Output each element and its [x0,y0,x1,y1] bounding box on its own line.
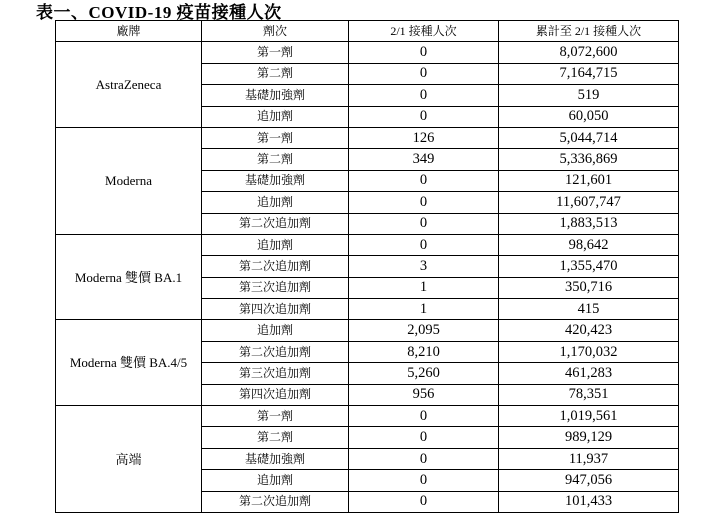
daily-count-cell: 3 [349,256,499,277]
daily-count-cell: 0 [349,448,499,469]
cumulative-count-cell: 420,423 [499,320,679,341]
dose-cell: 第三次追加劑 [202,363,349,384]
cumulative-count-cell: 11,937 [499,448,679,469]
table-row [56,127,679,148]
table-row [56,42,679,63]
daily-count-cell: 0 [349,192,499,213]
dose-cell: 基礎加強劑 [202,170,349,191]
cumulative-count-cell: 461,283 [499,363,679,384]
cumulative-count-cell: 11,607,747 [499,192,679,213]
cumulative-count-cell: 1,170,032 [499,341,679,362]
vaccination-table [55,20,679,513]
dose-cell: 第一劑 [202,127,349,148]
cumulative-count-cell: 60,050 [499,106,679,127]
dose-cell: 追加劑 [202,320,349,341]
cumulative-count-cell: 415 [499,299,679,320]
brand-cell: Moderna [56,127,202,234]
cumulative-count-cell: 7,164,715 [499,63,679,84]
brand-cell: Moderna 雙價 BA.1 [56,234,202,320]
daily-count-cell: 0 [349,85,499,106]
daily-count-cell: 0 [349,234,499,255]
dose-cell: 追加劑 [202,192,349,213]
dose-cell: 第四次追加劑 [202,384,349,405]
daily-count-cell: 0 [349,427,499,448]
dose-cell: 第一劑 [202,42,349,63]
dose-cell: 第二次追加劑 [202,491,349,512]
dose-cell: 第二劑 [202,427,349,448]
daily-count-cell: 0 [349,42,499,63]
daily-count-cell: 0 [349,491,499,512]
daily-count-cell: 2,095 [349,320,499,341]
daily-count-cell: 0 [349,213,499,234]
daily-count-cell: 126 [349,127,499,148]
table-row [56,234,679,255]
dose-cell: 追加劑 [202,470,349,491]
cumulative-count-cell: 8,072,600 [499,42,679,63]
daily-count-cell: 1 [349,299,499,320]
cumulative-count-cell: 101,433 [499,491,679,512]
dose-cell: 第二次追加劑 [202,213,349,234]
header-cumulative: 累計至 2/1 接種人次 [499,21,679,42]
daily-count-cell: 1 [349,277,499,298]
table-row [56,320,679,341]
daily-count-cell: 956 [349,384,499,405]
dose-cell: 基礎加強劑 [202,85,349,106]
cumulative-count-cell: 5,336,869 [499,149,679,170]
table-row [56,406,679,427]
brand-cell: Moderna 雙價 BA.4/5 [56,320,202,406]
daily-count-cell: 0 [349,170,499,191]
cumulative-count-cell: 519 [499,85,679,106]
header-brand: 廠牌 [56,21,202,42]
brand-cell: AstraZeneca [56,42,202,128]
cumulative-count-cell: 1,355,470 [499,256,679,277]
cumulative-count-cell: 5,044,714 [499,127,679,148]
daily-count-cell: 349 [349,149,499,170]
dose-cell: 第二次追加劑 [202,256,349,277]
dose-cell: 追加劑 [202,234,349,255]
table-body [56,42,679,513]
dose-cell: 第三次追加劑 [202,277,349,298]
daily-count-cell: 8,210 [349,341,499,362]
dose-cell: 第二次追加劑 [202,341,349,362]
cumulative-count-cell: 1,883,513 [499,213,679,234]
table-title: 表一、COVID-19 疫苗接種人次 [36,3,282,22]
daily-count-cell: 0 [349,470,499,491]
cumulative-count-cell: 98,642 [499,234,679,255]
daily-count-cell: 5,260 [349,363,499,384]
dose-cell: 基礎加強劑 [202,448,349,469]
dose-cell: 第四次追加劑 [202,299,349,320]
dose-cell: 第二劑 [202,149,349,170]
cumulative-count-cell: 78,351 [499,384,679,405]
dose-cell: 第一劑 [202,406,349,427]
cumulative-count-cell: 989,129 [499,427,679,448]
dose-cell: 追加劑 [202,106,349,127]
cumulative-count-cell: 121,601 [499,170,679,191]
daily-count-cell: 0 [349,63,499,84]
daily-count-cell: 0 [349,406,499,427]
header-dose: 劑次 [202,21,349,42]
dose-cell: 第二劑 [202,63,349,84]
table-header [56,21,679,42]
brand-cell: 高端 [56,406,202,513]
header-row [56,21,679,42]
cumulative-count-cell: 947,056 [499,470,679,491]
daily-count-cell: 0 [349,106,499,127]
cumulative-count-cell: 350,716 [499,277,679,298]
header-daily: 2/1 接種人次 [349,21,499,42]
cumulative-count-cell: 1,019,561 [499,406,679,427]
